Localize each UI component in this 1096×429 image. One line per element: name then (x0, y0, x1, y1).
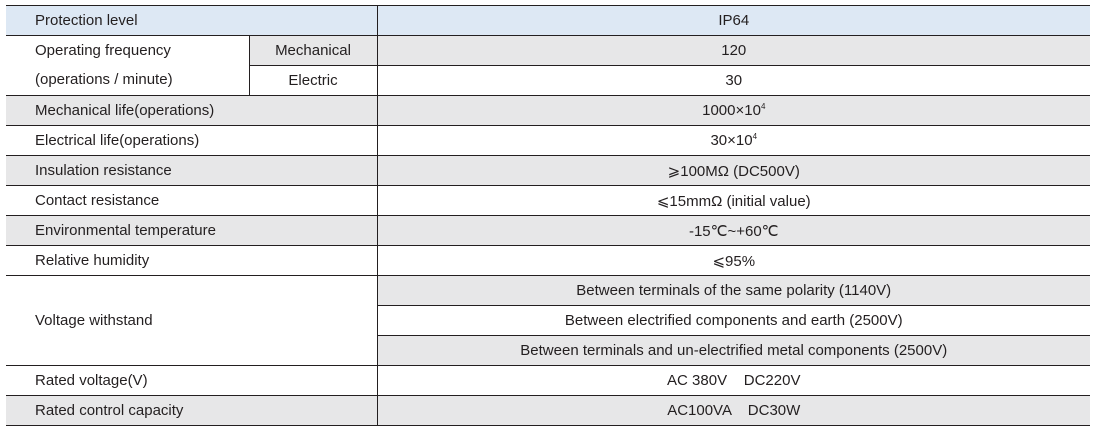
relative-humidity-value: ⩽95% (377, 246, 1090, 276)
table-row-protection-level (6, 6, 1090, 36)
protection-level-value: IP64 (377, 6, 1090, 36)
table-row-rated-voltage (6, 366, 1090, 396)
table-row-environmental-temperature (6, 216, 1090, 246)
mechanical-life-value (377, 96, 1090, 126)
rated-control-capacity-value: AC100VA DC30W (377, 396, 1090, 426)
table-row-operating-frequency-mechanical (6, 36, 1090, 66)
mechanical-life-label: Mechanical life(operations) (6, 96, 377, 126)
rated-voltage-label: Rated voltage(V) (6, 366, 377, 396)
electrical-life-value (377, 126, 1090, 156)
rated-control-capacity-label: Rated control capacity (6, 396, 377, 426)
operating-frequency-label (6, 36, 249, 96)
operating-frequency-label-line1: Operating frequency (35, 42, 171, 59)
electrical-life-value-base: 30×10 (710, 132, 753, 149)
contact-resistance-label: Contact resistance (6, 186, 377, 216)
mechanical-life-value-exponent: 4 (760, 102, 766, 111)
environmental-temperature-label: Environmental temperature (6, 216, 377, 246)
voltage-withstand-value-3: Between terminals and un-electrified metal components (2500V) (377, 336, 1090, 366)
table-row-voltage-withstand-1 (6, 276, 1090, 306)
environmental-temperature-value: -15℃~+60℃ (377, 216, 1090, 246)
mechanical-life-value-base: 1000×10 (702, 102, 761, 119)
protection-level-label: Protection level (6, 6, 377, 36)
voltage-withstand-value-2: Between electrified components and earth (2500V) (377, 306, 1090, 336)
table-row-relative-humidity (6, 246, 1090, 276)
relative-humidity-label: Relative humidity (6, 246, 377, 276)
contact-resistance-value: ⩽15mmΩ (initial value) (377, 186, 1090, 216)
voltage-withstand-value-1: Between terminals of the same polarity (1140V) (377, 276, 1090, 306)
mechanical-sublabel: Mechanical (249, 36, 377, 66)
electric-sublabel: Electric (249, 66, 377, 96)
mechanical-frequency-value: 120 (377, 36, 1090, 66)
table-row-electrical-life (6, 126, 1090, 156)
table-row-contact-resistance (6, 186, 1090, 216)
rated-voltage-value: AC 380V DC220V (377, 366, 1090, 396)
electrical-life-value-exponent: 4 (752, 132, 758, 141)
table-row-insulation-resistance (6, 156, 1090, 186)
table-row-mechanical-life (6, 96, 1090, 126)
insulation-resistance-label: Insulation resistance (6, 156, 377, 186)
insulation-resistance-value: ⩾100MΩ (DC500V) (377, 156, 1090, 186)
specifications-table (6, 5, 1090, 426)
electrical-life-label: Electrical life(operations) (6, 126, 377, 156)
electric-frequency-value: 30 (377, 66, 1090, 96)
voltage-withstand-label: Voltage withstand (6, 276, 377, 366)
operating-frequency-label-line2: (operations / minute) (35, 71, 173, 88)
table-row-rated-control-capacity (6, 396, 1090, 426)
